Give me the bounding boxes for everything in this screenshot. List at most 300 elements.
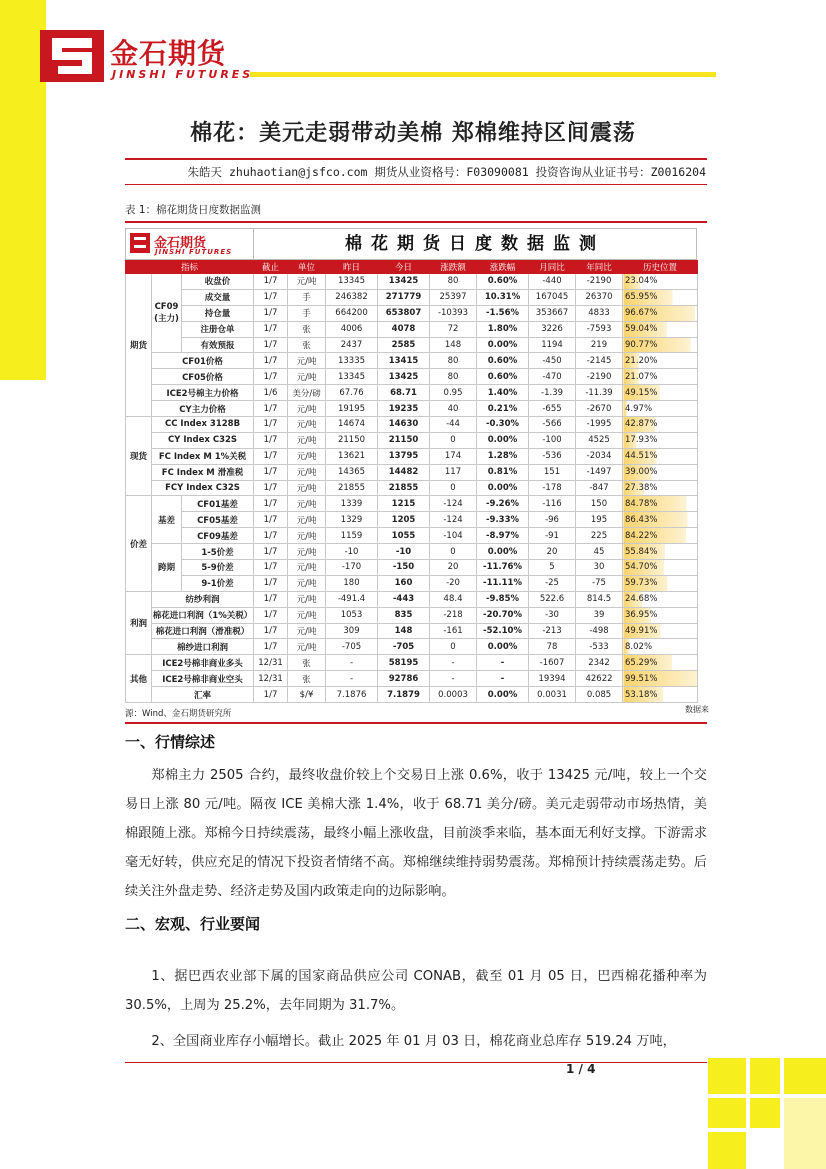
table-row	[126, 575, 698, 591]
decorative-square	[708, 1058, 746, 1094]
yoy-cell: 195	[576, 512, 623, 528]
section-heading-news: 二、宏观、行业要闻	[125, 915, 261, 933]
table-row	[126, 671, 698, 687]
mom-cell: 353667	[529, 305, 576, 321]
decorative-square	[708, 1132, 746, 1169]
indicator-name-cell: ICE2号棉非商业空头	[152, 671, 254, 687]
change-pct-cell: 0.81%	[477, 464, 529, 480]
table-row	[126, 369, 698, 385]
table-row	[126, 401, 698, 417]
table-header-row	[126, 261, 698, 274]
prev-value-cell: 246382	[326, 289, 378, 305]
today-value-cell: 13425	[378, 369, 430, 385]
prev-value-cell: 2437	[326, 337, 378, 353]
mom-cell: -30	[529, 607, 576, 623]
indicator-name-cell: 棉纱进口利润	[152, 639, 254, 655]
history-position-cell: 86.43%	[623, 512, 698, 528]
unit-cell: 张	[288, 655, 326, 671]
prev-value-cell: -170	[326, 560, 378, 576]
prev-value-cell: 1053	[326, 607, 378, 623]
divider	[125, 184, 707, 185]
mom-cell: -100	[529, 432, 576, 448]
column-header: 单位	[288, 261, 326, 274]
change-pct-cell: -1.56%	[477, 305, 529, 321]
indicator-name-cell: 1-5价差	[182, 544, 254, 560]
yoy-cell: -2190	[576, 274, 623, 290]
change-pct-cell: -9.85%	[477, 591, 529, 607]
yoy-cell: -2034	[576, 448, 623, 464]
today-value-cell: -443	[378, 591, 430, 607]
change-pct-cell: -52.10%	[477, 623, 529, 639]
yoy-cell: 225	[576, 528, 623, 544]
change-cell: 148	[430, 337, 477, 353]
news-item-2: 2、全国商业库存小幅增长。截止 2025 年 01 月 03 日，棉花商业总库存 519.24 万吨，	[151, 1034, 676, 1049]
history-position-cell: 17.93%	[623, 432, 698, 448]
history-position-cell: 36.95%	[623, 607, 698, 623]
change-cell: -	[430, 655, 477, 671]
date-cell: 1/6	[254, 385, 288, 401]
mom-cell: -1.39	[529, 385, 576, 401]
prev-value-cell: 13345	[326, 369, 378, 385]
column-header: 涨跌额	[430, 261, 477, 274]
unit-cell: 元/吨	[288, 591, 326, 607]
change-pct-cell: 1.28%	[477, 448, 529, 464]
unit-cell: 元/吨	[288, 575, 326, 591]
yoy-cell: -533	[576, 639, 623, 655]
change-cell: 48.4	[430, 591, 477, 607]
date-cell: 1/7	[254, 623, 288, 639]
indicator-name-cell: CY主力价格	[152, 401, 254, 417]
change-cell: 80	[430, 369, 477, 385]
table-header-banner	[125, 228, 697, 260]
prev-value-cell: -491.4	[326, 591, 378, 607]
change-pct-cell: 0.00%	[477, 687, 529, 703]
history-position-cell: 54.70%	[623, 560, 698, 576]
unit-cell: 元/吨	[288, 480, 326, 496]
today-value-cell: 160	[378, 575, 430, 591]
table-row	[126, 639, 698, 655]
unit-cell: 元/吨	[288, 528, 326, 544]
date-cell: 12/31	[254, 655, 288, 671]
unit-cell: 元/吨	[288, 512, 326, 528]
history-position-cell: 59.73%	[623, 575, 698, 591]
category-cell: 现货	[126, 417, 152, 496]
yoy-cell: 2342	[576, 655, 623, 671]
date-cell: 1/7	[254, 321, 288, 337]
change-pct-cell: 10.31%	[477, 289, 529, 305]
change-pct-cell: -11.11%	[477, 575, 529, 591]
mom-cell: -536	[529, 448, 576, 464]
history-position-cell: 65.95%	[623, 289, 698, 305]
change-cell: -104	[430, 528, 477, 544]
table-row	[126, 528, 698, 544]
date-cell: 1/7	[254, 575, 288, 591]
mom-cell: -96	[529, 512, 576, 528]
market-summary-paragraph: 郑棉主力 2505 合约，最终收盘价较上个交易日上涨 0.6%，收于 13425 元/吨，较上一个交易日上涨 80 元/吨。隔夜 ICE 美棉大涨 1.4%，收于 68.71 美分/磅。美元走弱带动市场热情，美棉跟随上涨。郑棉今日持续震荡，最终小幅上涨收盘，目前淡季来临，基本面无利好支撑。下游需求毫无好转，供应充足的情况下投资者情绪不高。郑棉继续维持弱势震荡。郑棉预计持续震荡走势。后续关注外盘走势、经济走势及国内政策走向的边际影响。	[125, 768, 707, 899]
change-pct-cell: 0.60%	[477, 369, 529, 385]
logo-mark-icon	[40, 30, 104, 82]
change-cell: 0	[430, 639, 477, 655]
mom-cell: 0.0031	[529, 687, 576, 703]
change-pct-cell: 0.60%	[477, 353, 529, 369]
yoy-cell: 4525	[576, 432, 623, 448]
unit-cell: 元/吨	[288, 432, 326, 448]
yoy-cell: 30	[576, 560, 623, 576]
table-logo-cn: 金石期货	[154, 236, 207, 251]
history-position-cell: 44.51%	[623, 448, 698, 464]
mom-cell: -470	[529, 369, 576, 385]
today-value-cell: 21855	[378, 480, 430, 496]
history-position-cell: 23.04%	[623, 274, 698, 290]
table-row	[126, 289, 698, 305]
change-cell: -20	[430, 575, 477, 591]
indicator-name-cell: 5-9价差	[182, 560, 254, 576]
mom-cell: 78	[529, 639, 576, 655]
today-value-cell: 1215	[378, 496, 430, 512]
prev-value-cell: 309	[326, 623, 378, 639]
table-row	[126, 321, 698, 337]
today-value-cell: 13415	[378, 353, 430, 369]
yoy-cell: 150	[576, 496, 623, 512]
prev-value-cell: 1159	[326, 528, 378, 544]
mom-cell: 5	[529, 560, 576, 576]
divider	[125, 1062, 707, 1063]
change-pct-cell: -20.70%	[477, 607, 529, 623]
date-cell: 1/7	[254, 448, 288, 464]
today-value-cell: 13425	[378, 274, 430, 290]
today-value-cell: 1055	[378, 528, 430, 544]
date-cell: 12/31	[254, 671, 288, 687]
indicator-name-cell: CC Index 3128B	[152, 417, 254, 433]
table-logo	[126, 229, 254, 259]
column-header: 指标	[126, 261, 254, 274]
yoy-cell: -847	[576, 480, 623, 496]
change-cell: -124	[430, 496, 477, 512]
change-cell: -161	[430, 623, 477, 639]
divider	[125, 221, 707, 223]
date-cell: 1/7	[254, 401, 288, 417]
history-position-cell: 59.04%	[623, 321, 698, 337]
category-cell: 期货	[126, 274, 152, 417]
today-value-cell: 14630	[378, 417, 430, 433]
change-cell: 72	[430, 321, 477, 337]
indicator-name-cell: CF05价格	[152, 369, 254, 385]
table-source: 源：Wind、金石期货研究所	[125, 709, 232, 719]
table-row	[126, 432, 698, 448]
page-number: 1 / 4	[566, 1062, 596, 1076]
yoy-cell: -1995	[576, 417, 623, 433]
history-position-cell: 65.29%	[623, 655, 698, 671]
yoy-cell: -498	[576, 623, 623, 639]
unit-cell: 元/吨	[288, 274, 326, 290]
indicator-name-cell: CF01基差	[182, 496, 254, 512]
mom-cell: 20	[529, 544, 576, 560]
yoy-cell: 45	[576, 544, 623, 560]
mom-cell: -178	[529, 480, 576, 496]
subcategory-cell: CF09 (主力)	[152, 274, 182, 353]
history-position-cell: 99.51%	[623, 671, 698, 687]
yoy-cell: 0.085	[576, 687, 623, 703]
change-cell: -218	[430, 607, 477, 623]
indicator-name-cell: 棉花进口利润（滑准税）	[152, 623, 254, 639]
unit-cell: 元/吨	[288, 544, 326, 560]
change-cell: -124	[430, 512, 477, 528]
author-line: 朱皓天 zhuhaotian@jsfco.com 期货从业资格号：F03090081 投资咨询从业证书号：Z0016204	[187, 165, 706, 179]
mom-cell: 19394	[529, 671, 576, 687]
mom-cell: -213	[529, 623, 576, 639]
indicator-name-cell: 纺纱利润	[152, 591, 254, 607]
prev-value-cell: 1339	[326, 496, 378, 512]
table-row	[126, 496, 698, 512]
indicator-name-cell: ICE2号棉非商业多头	[152, 655, 254, 671]
unit-cell: 张	[288, 337, 326, 353]
today-value-cell: -150	[378, 560, 430, 576]
table-row	[126, 417, 698, 433]
yoy-cell: -7593	[576, 321, 623, 337]
indicator-name-cell: 9-1价差	[182, 575, 254, 591]
unit-cell: $/¥	[288, 687, 326, 703]
change-cell: 0.95	[430, 385, 477, 401]
unit-cell: 元/吨	[288, 496, 326, 512]
prev-value-cell: 19195	[326, 401, 378, 417]
indicator-name-cell: 持仓量	[182, 305, 254, 321]
mom-cell: -566	[529, 417, 576, 433]
mom-cell: 3226	[529, 321, 576, 337]
date-cell: 1/7	[254, 305, 288, 321]
table-row	[126, 560, 698, 576]
prev-value-cell: 13345	[326, 274, 378, 290]
today-value-cell: -705	[378, 639, 430, 655]
indicator-name-cell: FC Index M 滑准税	[152, 464, 254, 480]
table-row	[126, 337, 698, 353]
history-position-cell: 84.78%	[623, 496, 698, 512]
history-position-cell: 55.84%	[623, 544, 698, 560]
category-cell: 利润	[126, 591, 152, 655]
change-cell: -44	[430, 417, 477, 433]
table-row	[126, 512, 698, 528]
today-value-cell: 835	[378, 607, 430, 623]
date-cell: 1/7	[254, 480, 288, 496]
table-row	[126, 448, 698, 464]
today-value-cell: 148	[378, 623, 430, 639]
table-row	[126, 305, 698, 321]
prev-value-cell: 7.1876	[326, 687, 378, 703]
change-pct-cell: 0.00%	[477, 639, 529, 655]
date-cell: 1/7	[254, 639, 288, 655]
unit-cell: 元/吨	[288, 448, 326, 464]
change-pct-cell: -	[477, 671, 529, 687]
category-cell: 其他	[126, 655, 152, 703]
change-pct-cell: -8.97%	[477, 528, 529, 544]
unit-cell: 张	[288, 321, 326, 337]
change-pct-cell: 0.00%	[477, 337, 529, 353]
prev-value-cell: 21855	[326, 480, 378, 496]
yoy-cell: -2190	[576, 369, 623, 385]
history-position-cell: 96.67%	[623, 305, 698, 321]
prev-value-cell: 14674	[326, 417, 378, 433]
yoy-cell: 219	[576, 337, 623, 353]
prev-value-cell: 664200	[326, 305, 378, 321]
change-cell: 80	[430, 274, 477, 290]
table-logo-en: JINSHI FUTURES	[155, 248, 233, 256]
mom-cell: -25	[529, 575, 576, 591]
change-pct-cell: 1.80%	[477, 321, 529, 337]
change-cell: -10393	[430, 305, 477, 321]
indicator-name-cell: 成交量	[182, 289, 254, 305]
change-cell: 25397	[430, 289, 477, 305]
today-value-cell: -10	[378, 544, 430, 560]
date-cell: 1/7	[254, 687, 288, 703]
date-cell: 1/7	[254, 528, 288, 544]
unit-cell: 元/吨	[288, 464, 326, 480]
unit-cell: 元/吨	[288, 417, 326, 433]
unit-cell: 元/吨	[288, 607, 326, 623]
yoy-cell: -1497	[576, 464, 623, 480]
change-pct-cell: 0.00%	[477, 432, 529, 448]
table-row	[126, 623, 698, 639]
today-value-cell: 13795	[378, 448, 430, 464]
table-row	[126, 274, 698, 290]
history-position-cell: 27.38%	[623, 480, 698, 496]
column-header: 年同比	[576, 261, 623, 274]
prev-value-cell: 180	[326, 575, 378, 591]
table-caption: 表 1：棉花期货日度数据监测	[125, 204, 262, 216]
history-position-cell: 42.87%	[623, 417, 698, 433]
prev-value-cell: -	[326, 671, 378, 687]
date-cell: 1/7	[254, 353, 288, 369]
unit-cell: 美分/磅	[288, 385, 326, 401]
change-cell: 0.0003	[430, 687, 477, 703]
decorative-square	[750, 1098, 780, 1128]
prev-value-cell: -705	[326, 639, 378, 655]
divider	[125, 158, 707, 160]
column-header: 月同比	[529, 261, 576, 274]
indicator-name-cell: CF01价格	[152, 353, 254, 369]
column-header: 今日	[378, 261, 430, 274]
unit-cell: 张	[288, 671, 326, 687]
history-position-cell: 24.68%	[623, 591, 698, 607]
yoy-cell: 814.5	[576, 591, 623, 607]
indicator-name-cell: 汇率	[152, 687, 254, 703]
today-value-cell: 7.1879	[378, 687, 430, 703]
subcategory-cell: 基差	[152, 496, 182, 544]
change-pct-cell: -0.30%	[477, 417, 529, 433]
change-pct-cell: 0.21%	[477, 401, 529, 417]
date-cell: 1/7	[254, 560, 288, 576]
today-value-cell: 4078	[378, 321, 430, 337]
history-position-cell: 21.20%	[623, 353, 698, 369]
indicator-name-cell: ICE2号棉主力价格	[152, 385, 254, 401]
change-pct-cell: -11.76%	[477, 560, 529, 576]
history-position-cell: 49.91%	[623, 623, 698, 639]
column-header: 昨日	[326, 261, 378, 274]
today-value-cell: 1205	[378, 512, 430, 528]
column-header: 截止	[254, 261, 288, 274]
decorative-square	[784, 1098, 826, 1169]
prev-value-cell: 13621	[326, 448, 378, 464]
unit-cell: 元/吨	[288, 353, 326, 369]
today-value-cell: 271779	[378, 289, 430, 305]
change-pct-cell: 0.60%	[477, 274, 529, 290]
unit-cell: 元/吨	[288, 639, 326, 655]
mom-cell: -116	[529, 496, 576, 512]
today-value-cell: 653807	[378, 305, 430, 321]
prev-value-cell: 67.76	[326, 385, 378, 401]
change-pct-cell: -9.26%	[477, 496, 529, 512]
indicator-name-cell: 收盘价	[182, 274, 254, 290]
column-header: 涨跌幅	[477, 261, 529, 274]
date-cell: 1/7	[254, 591, 288, 607]
history-position-cell: 53.18%	[623, 687, 698, 703]
prev-value-cell: 4006	[326, 321, 378, 337]
indicator-name-cell: CF09基差	[182, 528, 254, 544]
change-cell: 0	[430, 480, 477, 496]
mom-cell: -655	[529, 401, 576, 417]
today-value-cell: 19235	[378, 401, 430, 417]
yoy-cell: -2670	[576, 401, 623, 417]
date-cell: 1/7	[254, 289, 288, 305]
unit-cell: 元/吨	[288, 401, 326, 417]
section-heading-market: 一、行情综述	[125, 733, 216, 751]
date-cell: 1/7	[254, 512, 288, 528]
history-position-cell: 84.22%	[623, 528, 698, 544]
history-position-cell: 90.77%	[623, 337, 698, 353]
date-cell: 1/7	[254, 417, 288, 433]
mom-cell: 1194	[529, 337, 576, 353]
logo-text-cn: 金石期货	[110, 37, 227, 70]
today-value-cell: 92786	[378, 671, 430, 687]
today-value-cell: 21150	[378, 432, 430, 448]
yoy-cell: 39	[576, 607, 623, 623]
change-cell: 174	[430, 448, 477, 464]
table-row	[126, 353, 698, 369]
date-cell: 1/7	[254, 464, 288, 480]
change-cell: 0	[430, 432, 477, 448]
unit-cell: 元/吨	[288, 623, 326, 639]
category-cell: 价差	[126, 496, 152, 591]
mom-cell: -450	[529, 353, 576, 369]
mom-cell: -91	[529, 528, 576, 544]
change-cell: 117	[430, 464, 477, 480]
yoy-cell: 42622	[576, 671, 623, 687]
change-pct-cell: 0.00%	[477, 544, 529, 560]
change-cell: -	[430, 671, 477, 687]
unit-cell: 手	[288, 289, 326, 305]
history-position-cell: 21.07%	[623, 369, 698, 385]
report-title: 棉花：美元走弱带动美棉 郑棉维持区间震荡	[190, 121, 636, 146]
date-cell: 1/7	[254, 544, 288, 560]
data-table	[125, 260, 698, 703]
history-position-cell: 4.97%	[623, 401, 698, 417]
indicator-name-cell: CF05基差	[182, 512, 254, 528]
logo-mark-icon	[130, 233, 150, 253]
table-row	[126, 687, 698, 703]
prev-value-cell: 14365	[326, 464, 378, 480]
change-cell: 80	[430, 353, 477, 369]
mom-cell: 151	[529, 464, 576, 480]
date-cell: 1/7	[254, 274, 288, 290]
prev-value-cell: -	[326, 655, 378, 671]
today-value-cell: 68.71	[378, 385, 430, 401]
prev-value-cell: 21150	[326, 432, 378, 448]
history-position-cell: 49.15%	[623, 385, 698, 401]
change-cell: 0	[430, 544, 477, 560]
subcategory-cell: 跨期	[152, 544, 182, 592]
decorative-yellow-line	[250, 72, 716, 77]
table-title: 棉花期货日度数据监测	[345, 234, 605, 254]
table-row	[126, 655, 698, 671]
table-note: 数据来	[685, 705, 709, 715]
